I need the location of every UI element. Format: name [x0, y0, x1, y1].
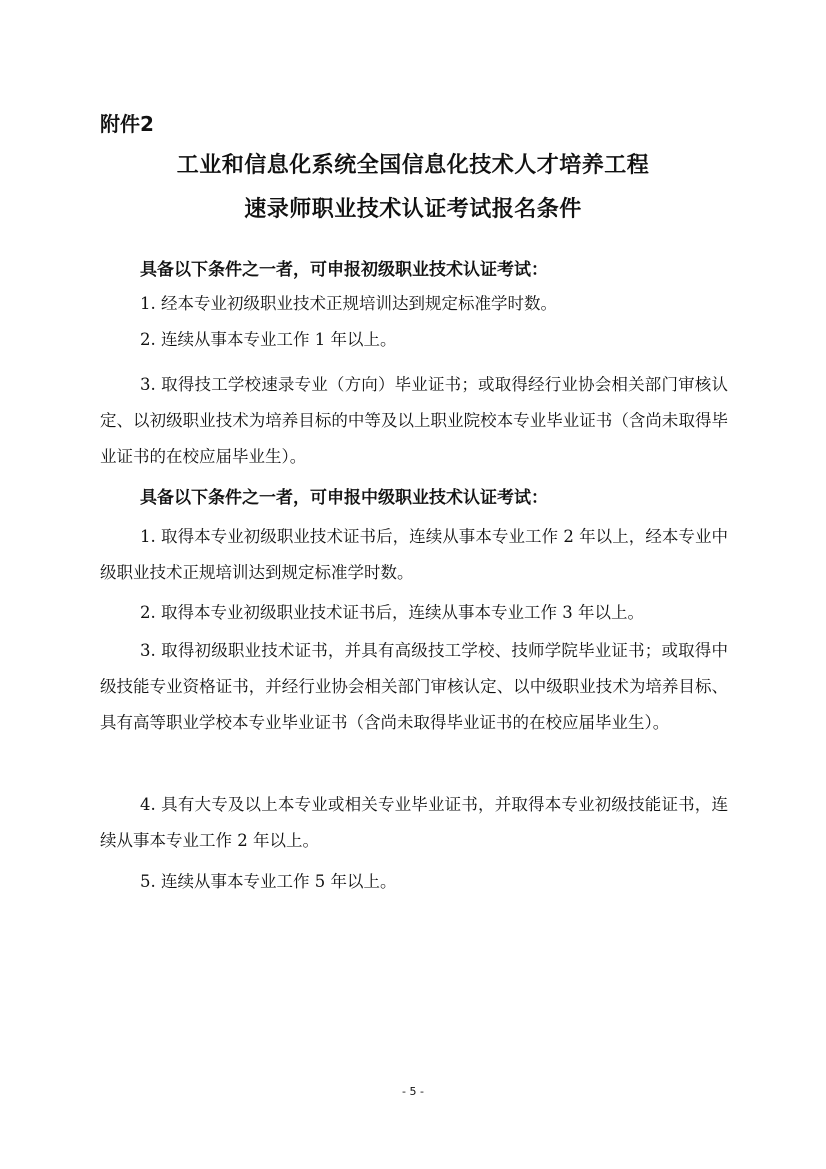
intermediate-condition-3: 3. 取得初级职业技术证书，并具有高级技工学校、技师学院毕业证书；或取得中级技能专业资格证书，并经行业协会相关部门审核认定、以中级职业技术为培养目标、具有高等职业学校本专业毕业证书（含尚未取得毕业证书的在校应届毕业生）。 — [100, 641, 728, 732]
junior-condition-2: 2. 连续从事本专业工作 1 年以上。 — [140, 330, 397, 349]
intermediate-condition-4: 4. 具有大专及以上本专业或相关专业毕业证书，并取得本专业初级技能证书，连续从事本专业工作 2 年以上。 — [100, 795, 728, 850]
junior-condition-3: 3. 取得技工学校速录专业（方向）毕业证书；或取得经行业协会相关部门审核认定、以初级职业技术为培养目标的中等及以上职业院校本专业毕业证书（含尚未取得毕业证书的在校应届毕业生）。 — [100, 375, 728, 466]
junior-condition-1: 1. 经本专业初级职业技术正规培训达到规定标准学时数。 — [140, 294, 557, 313]
intermediate-condition-2: 2. 取得本专业初级职业技术证书后，连续从事本专业工作 3 年以上。 — [140, 603, 644, 622]
intermediate-condition-5: 5. 连续从事本专业工作 5 年以上。 — [140, 872, 397, 891]
page-number: - 5 - — [402, 1085, 424, 1098]
attachment-label: 附件2 — [100, 112, 154, 136]
document-title-line-2: 速录师职业技术认证考试报名条件 — [244, 197, 582, 222]
section-heading-intermediate: 具备以下条件之一者，可申报中级职业技术认证考试： — [140, 488, 548, 508]
document-title-line-1: 工业和信息化系统全国信息化技术人才培养工程 — [176, 153, 650, 178]
section-heading-junior: 具备以下条件之一者，可申报初级职业技术认证考试： — [140, 260, 548, 280]
intermediate-condition-1: 1. 取得本专业初级职业技术证书后，连续从事本专业工作 2 年以上，经本专业中级职业技术正规培训达到规定标准学时数。 — [100, 527, 728, 582]
